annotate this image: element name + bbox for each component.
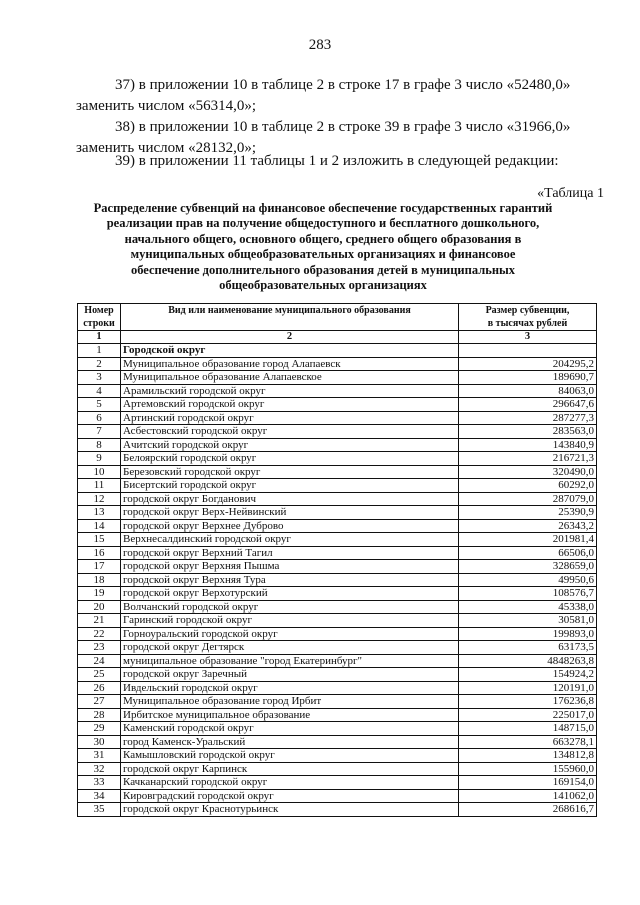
municipality-name: Каменский городской округ — [121, 722, 459, 736]
subsidy-value: 25390,9 — [459, 506, 597, 520]
subsidy-value: 287079,0 — [459, 492, 597, 506]
subsidy-value: 30581,0 — [459, 614, 597, 628]
row-number: 6 — [78, 411, 121, 425]
row-number: 23 — [78, 641, 121, 655]
subsidy-value: 155960,0 — [459, 762, 597, 776]
row-number: 5 — [78, 398, 121, 412]
subsidy-value: 216721,3 — [459, 452, 597, 466]
row-number: 18 — [78, 573, 121, 587]
table-row — [78, 344, 597, 358]
row-number: 21 — [78, 614, 121, 628]
subsidy-value: 225017,0 — [459, 708, 597, 722]
header-row-number — [78, 304, 121, 331]
subsidy-value: 143840,9 — [459, 438, 597, 452]
paragraph-37-line-2: заменить числом «56314,0»; — [76, 98, 257, 114]
table-row — [78, 614, 597, 628]
municipality-name: городской округ Верхний Тагил — [121, 546, 459, 560]
subsidy-value: 63173,5 — [459, 641, 597, 655]
municipality-name: городской округ Заречный — [121, 668, 459, 682]
municipality-name: Белоярский городской округ — [121, 452, 459, 466]
subsidy-value: 320490,0 — [459, 465, 597, 479]
table-row — [78, 438, 597, 452]
subsidy-value: 108576,7 — [459, 587, 597, 601]
subsidy-value: 154924,2 — [459, 668, 597, 682]
table-row — [78, 681, 597, 695]
municipality-name: городской округ Верхняя Тура — [121, 573, 459, 587]
municipality-name: Кировградский городской округ — [121, 789, 459, 803]
table-row — [78, 587, 597, 601]
row-number: 30 — [78, 735, 121, 749]
caption-line: реализации прав на получение общедоступного и бесплатного дошкольного, — [106, 216, 540, 231]
row-number: 2 — [78, 357, 121, 371]
table-row — [78, 546, 597, 560]
table-row — [78, 384, 597, 398]
table-row — [78, 425, 597, 439]
subsidy-value: 328659,0 — [459, 560, 597, 574]
row-number: 8 — [78, 438, 121, 452]
table-row — [78, 708, 597, 722]
municipality-name: город Каменск-Уральский — [121, 735, 459, 749]
row-number: 9 — [78, 452, 121, 466]
municipality-name: Городской округ — [121, 344, 459, 358]
subsidy-value: 26343,2 — [459, 519, 597, 533]
row-number: 20 — [78, 600, 121, 614]
municipality-name: Волчанский городской округ — [121, 600, 459, 614]
table-row — [78, 762, 597, 776]
table-row — [78, 573, 597, 587]
header-amount-line2: в тысячах рублей — [487, 318, 568, 329]
subsidy-value: 199893,0 — [459, 627, 597, 641]
row-number: 4 — [78, 384, 121, 398]
row-number: 26 — [78, 681, 121, 695]
paragraph-38-line-1: 38) в приложении 10 в таблице 2 в строке 39 в графе 3 число «31966,0» — [115, 119, 571, 135]
subsidy-value: 141062,0 — [459, 789, 597, 803]
row-number: 24 — [78, 654, 121, 668]
table-row — [78, 749, 597, 763]
row-number: 34 — [78, 789, 121, 803]
table-row — [78, 519, 597, 533]
subsidy-value: 120191,0 — [459, 681, 597, 695]
municipality-name: Камышловский городской округ — [121, 749, 459, 763]
row-number: 13 — [78, 506, 121, 520]
header-subsidy-amount — [459, 304, 597, 331]
table-reference: «Таблица 1 — [537, 186, 604, 201]
row-number: 10 — [78, 465, 121, 479]
table-row — [78, 789, 597, 803]
header-municipality-text: Вид или наименование муниципального образования — [168, 305, 411, 316]
header-municipality — [121, 304, 459, 331]
municipality-name: Артемовский городской округ — [121, 398, 459, 412]
table-row — [78, 357, 597, 371]
row-number: 1 — [78, 344, 121, 358]
municipality-name: городской округ Карпинск — [121, 762, 459, 776]
municipality-name: Муниципальное образование город Ирбит — [121, 695, 459, 709]
row-number: 32 — [78, 762, 121, 776]
table-row — [78, 654, 597, 668]
municipality-name: Муниципальное образование Алапаевское — [121, 371, 459, 385]
row-number: 28 — [78, 708, 121, 722]
column-number: 1 — [78, 331, 121, 344]
table-row — [78, 803, 597, 817]
subsidy-value — [459, 344, 597, 358]
subsidy-value: 201981,4 — [459, 533, 597, 547]
table-row — [78, 695, 597, 709]
municipality-name: Верхнесалдинский городской округ — [121, 533, 459, 547]
table-row — [78, 492, 597, 506]
paragraph-39-line-1: 39) в приложении 11 таблицы 1 и 2 изложить в следующей редакции: — [115, 153, 559, 169]
subsidy-value: 296647,6 — [459, 398, 597, 412]
subsidy-value: 84063,0 — [459, 384, 597, 398]
table-row — [78, 560, 597, 574]
subsidy-value: 189690,7 — [459, 371, 597, 385]
subsidy-value: 4848263,8 — [459, 654, 597, 668]
municipality-name: Арамильский городской округ — [121, 384, 459, 398]
table-row — [78, 600, 597, 614]
table-row — [78, 776, 597, 790]
table-row — [78, 398, 597, 412]
row-number: 11 — [78, 479, 121, 493]
row-number: 16 — [78, 546, 121, 560]
row-number: 22 — [78, 627, 121, 641]
municipality-name: Ачитский городской округ — [121, 438, 459, 452]
subsidy-value: 283563,0 — [459, 425, 597, 439]
subsidy-value: 134812,8 — [459, 749, 597, 763]
paragraph-37-line-1: 37) в приложении 10 в таблице 2 в строке 17 в графе 3 число «52480,0» — [115, 77, 571, 93]
row-number: 3 — [78, 371, 121, 385]
row-number: 7 — [78, 425, 121, 439]
subsidy-value: 663278,1 — [459, 735, 597, 749]
municipality-name: городской округ Верх-Нейвинский — [121, 506, 459, 520]
paragraph-39 — [76, 151, 610, 172]
municipality-name: Горноуральский городской округ — [121, 627, 459, 641]
row-number: 14 — [78, 519, 121, 533]
row-number: 33 — [78, 776, 121, 790]
table-row — [78, 722, 597, 736]
subsidy-value: 66506,0 — [459, 546, 597, 560]
caption-line: обеспечение дополнительного образования детей в муниципальных — [130, 262, 516, 277]
table-row — [78, 411, 597, 425]
row-number: 35 — [78, 803, 121, 817]
subsidy-value: 148715,0 — [459, 722, 597, 736]
table-caption — [86, 201, 560, 293]
caption-line: общеобразовательных организациях — [219, 278, 427, 293]
subsidy-value: 45338,0 — [459, 600, 597, 614]
municipality-name: городской округ Богданович — [121, 492, 459, 506]
municipality-name: Муниципальное образование город Алапаевск — [121, 357, 459, 371]
table-row — [78, 668, 597, 682]
municipality-name: городской округ Краснотурьинск — [121, 803, 459, 817]
row-number: 19 — [78, 587, 121, 601]
municipality-name: городской округ Дегтярск — [121, 641, 459, 655]
row-number: 27 — [78, 695, 121, 709]
municipality-name: городской округ Верхнее Дуброво — [121, 519, 459, 533]
subsidy-value: 169154,0 — [459, 776, 597, 790]
row-number: 17 — [78, 560, 121, 574]
page-number: 283 — [308, 37, 332, 53]
row-number: 12 — [78, 492, 121, 506]
municipality-name: городской округ Верхняя Пышма — [121, 560, 459, 574]
table-row — [78, 641, 597, 655]
table-row — [78, 452, 597, 466]
caption-line: Распределение субвенций на финансовое обеспечение государственных гарантий — [93, 201, 553, 215]
municipality-name: муниципальное образование "город Екатеринбург" — [121, 654, 459, 668]
table-row — [78, 465, 597, 479]
municipality-name: городской округ Верхотурский — [121, 587, 459, 601]
municipality-name: Артинский городской округ — [121, 411, 459, 425]
municipality-name: Качканарский городской округ — [121, 776, 459, 790]
subsidy-value: 49950,6 — [459, 573, 597, 587]
municipality-name: Асбестовский городской округ — [121, 425, 459, 439]
table-row — [78, 506, 597, 520]
column-number-row — [78, 331, 597, 344]
subsidy-value: 176236,8 — [459, 695, 597, 709]
table-row — [78, 735, 597, 749]
row-number: 25 — [78, 668, 121, 682]
table-row — [78, 371, 597, 385]
municipality-name: Ивдельский городской округ — [121, 681, 459, 695]
table-body — [78, 344, 597, 817]
table-header-row — [78, 304, 597, 331]
column-number: 3 — [459, 331, 597, 344]
header-row-number-line1: Номер — [84, 305, 114, 316]
subsidy-value: 60292,0 — [459, 479, 597, 493]
column-number: 2 — [121, 331, 459, 344]
subsidy-value: 268616,7 — [459, 803, 597, 817]
municipality-name: Гаринский городской округ — [121, 614, 459, 628]
caption-line: муниципальных общеобразовательных организациях и финансовое — [130, 247, 516, 262]
table-row — [78, 627, 597, 641]
row-number: 29 — [78, 722, 121, 736]
caption-line: начального общего, основного общего, среднего общего образования в — [124, 231, 522, 246]
subsidy-value: 204295,2 — [459, 357, 597, 371]
municipality-name: Березовский городской округ — [121, 465, 459, 479]
header-amount-line1: Размер субвенции, — [485, 305, 570, 316]
subsidy-value: 287277,3 — [459, 411, 597, 425]
subsidy-table — [77, 303, 597, 817]
table-row — [78, 533, 597, 547]
paragraph-38-line-2: заменить числом «28132,0»; — [76, 140, 257, 156]
municipality-name: Бисертский городской округ — [121, 479, 459, 493]
paragraph-37 — [76, 75, 610, 117]
row-number: 15 — [78, 533, 121, 547]
municipality-name: Ирбитское муниципальное образование — [121, 708, 459, 722]
row-number: 31 — [78, 749, 121, 763]
table-row — [78, 479, 597, 493]
header-row-number-line2: строки — [83, 318, 115, 329]
